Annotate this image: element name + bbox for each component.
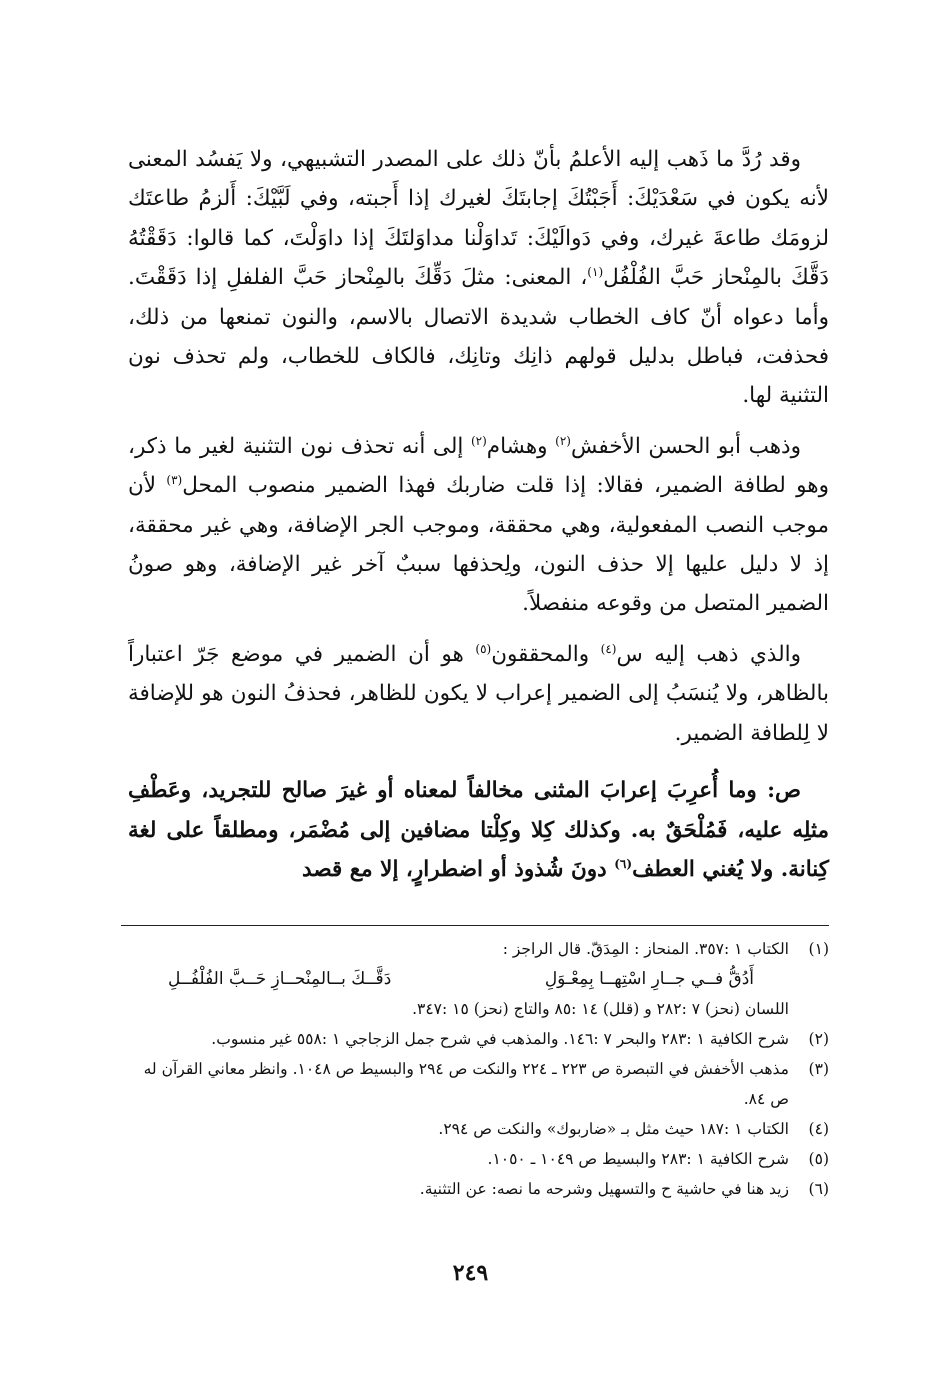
text-run: والذي ذهب إليه س xyxy=(616,641,801,667)
text-run: ص: وما أُعرِبَ إعرابَ المثنى مخالفاً لمعناه أو غيرَ صالح للتجريد، وعَطْفِ مثلِه عليه، فَمُلْحَقٌ به. وكذلك كِلا وكِلْتا مضافين إلى مُضْمَر، ومطلقاً على لغة كِنانة. ولا يُغني العطف xyxy=(128,778,829,882)
text-run: دونَ شُذوذ أو اضطرارٍ، إلا مع قصد xyxy=(302,856,615,882)
text-run: وقد رُدَّ ما ذَهب إليه الأعلمُ بأنّ ذلك على المصدر التشبيهي، ولا يَفسُد المعنى لأنه يكون في سَعْدَيْكَ: أَجَبْتُكَ إجابتَكَ لغيرك إذا أَجبته، وفي لَبَّيْكَ: أَلزمُ طاعتَك لزومَك طاعةَ غيرك، وفي دَوالَيْكَ: تَداوَلْنا مداوَلتَكَ إذا داوَلْتَ، كما قالوا: دَقَقْتُهُ دَقَّكَ بالمِنْحاز حَبَّ الفُلْفُل xyxy=(128,147,829,291)
footnote-reference: (٢) xyxy=(470,433,487,448)
footnote-text: الكتاب ١ :٣٥٧. المنحاز : المِدَقّ. قال الراجز : xyxy=(502,940,789,958)
footnote-6 xyxy=(128,1174,829,1204)
text-run: ، المعنى: مثلَ دَقِّكَ بالمِنْحاز حَبَّ الفلفلِ إذا دَقَقْتَ. وأما دعواه أنّ كاف الخطاب شديدة الاتصال بالاسم، والنون تمنعها من ذلك، فحذفت، فباطل بدليل قولهم ذانِك وتانِك، فالكاف للخطاب، ولم تحذف نون التثنية لها. xyxy=(128,265,829,409)
footnote-4 xyxy=(128,1114,829,1144)
footnote-text: شرح الكافية ١ :٢٨٣ والبحر ٧ :١٤٦. والمذهب في شرح جمل الزجاجي ١ :٥٥٨ غير منسوب. xyxy=(211,1030,789,1048)
footnote-number: (٢) xyxy=(808,1030,829,1048)
text-run: وذهب أبو الحسن الأخفش xyxy=(570,433,801,459)
footnote-separator xyxy=(121,925,829,926)
footnote-reference: (٤) xyxy=(600,641,617,656)
verse-second-hemistich: دَقَّــكَ بــالمِنْحــازِ حَــبَّ الفُلْفُــلِ xyxy=(168,969,392,989)
footnote-number: (٣) xyxy=(808,1060,829,1078)
text-run: وهشام xyxy=(486,433,556,459)
text-run: إلى أنه تحذف نون التثنية لغير ما ذكر، وهو لطافة الضمير، فقالا: إذا قلت ضاربك فهذا الضمير منصوب المحل xyxy=(128,433,829,499)
footnote-5 xyxy=(128,1144,829,1174)
footnote-number: (٦) xyxy=(808,1180,829,1198)
paragraph-4-matn xyxy=(128,771,829,889)
text-run: هو أن الضمير في موضع جَرّ اعتباراً بالظاهر، ولا يُنسَبُ إلى الضمير إعراب لا يكون للظاهر، فحذفُ النون هو للإضافة لا لِلطافة الضمير. xyxy=(128,641,829,746)
page-number: ٢٤٩ xyxy=(452,1260,489,1286)
footnote-text: الكتاب ١ :١٨٧ حيث مثل بـ «ضاربوك» والنكت ص ٢٩٤. xyxy=(438,1120,789,1138)
footnotes xyxy=(128,934,829,1204)
text-run: والمحققون xyxy=(491,641,601,667)
paragraph-1 xyxy=(128,140,829,416)
verse-line xyxy=(168,964,754,994)
footnote-reference: (٢) xyxy=(555,433,571,448)
footnote-number: (٥) xyxy=(808,1150,829,1168)
verse-first-hemistich: أَدُقُّ فــي جــارِ اسْتِهــا بِمِعْـوَلِ xyxy=(544,969,754,989)
footnote-2 xyxy=(128,1024,829,1054)
footnote-text: مذهب الأخفش في التبصرة ص ٢٢٣ ـ ٢٢٤ والنكت ص ٢٩٤ والبسيط ص ١٠٤٨. وانظر معاني القرآن له ص ٨٤. xyxy=(143,1060,789,1108)
paragraph-3 xyxy=(128,635,829,753)
footnote-reference: (٣) xyxy=(166,473,183,488)
verse-source: اللسان (نحز) ٧ :٢٨٢ و (قلل) ١٤ :٨٥ والتاج (نحز) ١٥ :٣٤٧. xyxy=(412,1000,789,1018)
footnote-reference: (١) xyxy=(587,265,604,280)
footnote-3 xyxy=(128,1054,829,1114)
main-text xyxy=(128,140,829,889)
text-run: لأن موجب النصب المفعولية، وهي محققة، وموجب الجر الإضافة، وهي غير محققة، إذ لا دليل عليها إلا حذف النون، ولِحذفها سببٌ آخر غير الإضافة، وهو صونُ الضمير المتصل من وقوعه منفصلاً. xyxy=(128,473,829,617)
footnote-text: شرح الكافية ١ :٢٨٣ والبسيط ص ١٠٤٩ ـ ١٠٥٠. xyxy=(487,1150,789,1168)
footnote-number: (٤) xyxy=(808,1120,829,1138)
paragraph-2 xyxy=(128,427,829,624)
footnote-reference: (٦) xyxy=(614,856,633,871)
footnote-text: زيد هنا في حاشية ح والتسهيل وشرحه ما نصه: عن التثنية. xyxy=(419,1180,789,1198)
footnote-1 xyxy=(128,934,829,964)
footnote-reference: (٥) xyxy=(475,641,492,656)
footnote-number: (١) xyxy=(808,940,829,958)
